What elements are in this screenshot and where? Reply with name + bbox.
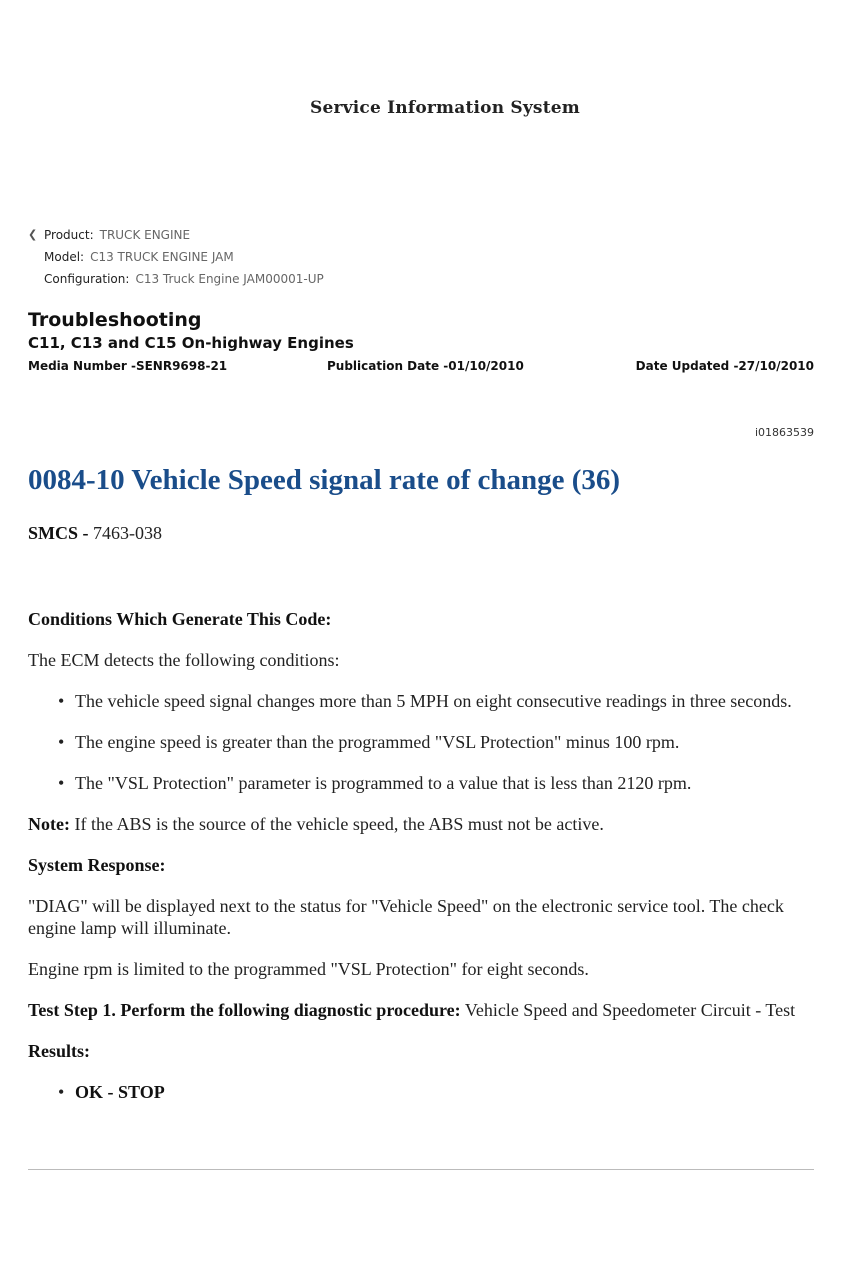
list-item: • The "VSL Protection" parameter is programmed to a value that is less than 2120 rpm. [58,773,692,793]
publication-subtitle: C11, C13 and C15 On-highway Engines [28,334,354,352]
model-label: Model: [44,250,85,264]
rpm-limit-paragraph: Engine rpm is limited to the programmed "VSL Protection" for eight seconds. [28,959,589,979]
smcs-line [28,522,818,544]
results-list [28,1081,818,1103]
bullet-icon: • [58,773,65,793]
model-value: C13 TRUCK ENGINE JAM [90,250,234,264]
publication-title: Troubleshooting [28,309,202,331]
system-title: Service Information System [310,98,580,118]
test-step-label: Test Step 1. Perform the following diagnostic procedure: [28,1000,461,1020]
smcs-label: SMCS - [28,523,89,543]
back-arrow-icon[interactable]: ❮ [28,228,38,241]
conditions-heading: Conditions Which Generate This Code: [28,609,332,629]
list-item: • The engine speed is greater than the programmed "VSL Protection" minus 100 rpm. [58,732,680,752]
product-value: TRUCK ENGINE [99,228,191,242]
configuration-value: C13 Truck Engine JAM00001-UP [135,272,324,286]
list-item: • OK - STOP [58,1082,165,1102]
note-paragraph: Note: If the ABS is the source of the vehicle speed, the ABS must not be active. [28,814,604,834]
note-label: Note: [28,814,70,834]
publication-date: Publication Date -01/10/2010 [327,359,524,373]
configuration-row [28,268,324,290]
product-info [28,224,324,290]
bullet-icon: • [58,732,65,752]
product-row [28,224,324,246]
date-updated: Date Updated -27/10/2010 [635,359,814,373]
bullet-icon: • [58,1082,65,1102]
footer-divider [28,1169,814,1170]
media-number: Media Number -SENR9698-21 [28,359,228,373]
conditions-list [28,690,818,794]
test-step-link: Vehicle Speed and Speedometer Circuit - Test [464,1000,796,1020]
smcs-value: 7463-038 [93,523,163,543]
test-step-paragraph [28,999,818,1021]
system-response-paragraph: "DIAG" will be displayed next to the status for "Vehicle Speed" on the electronic service tool. The check engine lamp will illuminate. [28,896,784,938]
article-body [28,522,818,1103]
system-response-heading: System Response: [28,855,166,875]
list-item: • The vehicle speed signal changes more than 5 MPH on eight consecutive readings in three seconds. [58,691,792,711]
bullet-icon: • [58,691,65,711]
article-heading: 0084-10 Vehicle Speed signal rate of change (36) [28,464,621,496]
model-row [28,246,324,268]
configuration-label: Configuration: [44,272,130,286]
document-id: i01863539 [754,426,814,439]
results-heading: Results: [28,1041,90,1061]
conditions-intro: The ECM detects the following conditions: [28,650,340,670]
product-label: Product: [44,228,94,242]
